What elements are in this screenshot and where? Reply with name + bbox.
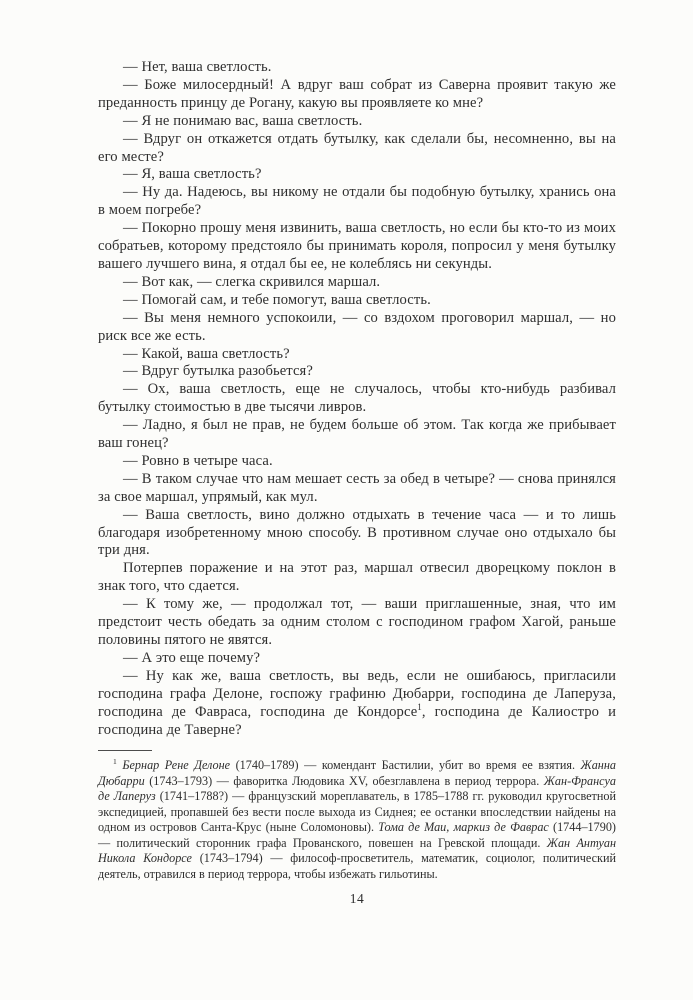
text-segment: — Нет, ваша светлость. [123,59,272,75]
italic-text: Жан-Франсуа де Лаперуз [98,773,616,804]
italic-text: Жан Антуан Никола Кондорсе [98,835,616,866]
text-segment: — Ну как же, ваша светлость, вы ведь, если не ошибаюсь, пригласили господина графа Делоне, госпожу графиню Дюбарри, господина де Лаперуза, господина де Фавраса, господина де Кондорсе [98,667,616,720]
text-paragraph [98,596,616,650]
italic-text: Бернар Рене Делоне [122,758,231,773]
footnote-text [98,758,616,882]
text-paragraph [98,417,616,453]
text-segment: — Помогай сам, и тебе помогут, ваша светлость. [123,291,431,308]
text-paragraph [98,363,616,381]
text-paragraph [98,220,616,274]
text-segment: — Я не понимаю вас, ваша светлость. [123,112,363,129]
text-segment: — Вот как, — слегка скривился маршал. [123,273,381,290]
italic-text: Тома де Маи, маркиз де Фаврас [378,820,549,835]
text-paragraph [98,381,616,417]
footnote-separator [98,750,152,751]
text-segment: — К тому же, — продолжал тот, — ваши приглашенные, зная, что им предстоит честь обедать за одним столом с господином графом Хагой, раньше половины пятого не явятся. [98,596,616,648]
text-paragraph [98,453,616,471]
text-paragraph [98,650,616,668]
text-segment: — Боже милосердный! А вдруг ваш собрат из Саверна проявит такую же преданность принцу де Рогану, какую вы проявляете ко мне? [98,76,616,111]
text-paragraph [98,471,616,507]
text-segment: — Ваша светлость, вино должно отдыхать в течение часа — и то лишь благодаря изобретенному мною способу. В противном случае оно отдыхало бы три дня. [98,506,616,559]
text-paragraph [98,346,616,364]
text-segment: — Вдруг он откажется отдать бутылку, как сделали бы, несомненно, вы на его месте? [98,130,616,165]
text-segment: — В таком случае что нам мешает сесть за обед в четыре? — снова принялся за свое маршал, упрямый, как мул. [98,470,616,505]
text-paragraph [98,184,616,220]
footnote-ref: 1 [417,701,422,712]
text-segment: — Какой, ваша светлость? [123,345,290,362]
text-paragraph [98,113,616,131]
text-segment: — Вы меня немного успокоили, — со вздохом проговорил маршал, — но риск все же есть. [98,309,616,344]
text-paragraph [98,292,616,310]
footnote [98,750,616,882]
body-text [98,59,616,739]
text-segment: — Вдруг бутылка разобьется? [123,363,313,380]
text-segment: (1743–1794) — философ-просветитель, математик, социолог, политический деятель, отравился в период террора, чтобы избежать гильотины. [98,851,616,881]
text-segment: (1744–1790) — политический сторонник графа Прованского, повешен на Гревской площади. [98,820,616,850]
text-paragraph [98,166,616,184]
text-paragraph [98,668,616,740]
footnote-ref: 1 [113,757,117,767]
text-segment: — Ох, ваша светлость, еще не случалось, чтобы кто-нибудь разбивал бутылку стоимостью в две тысячи ливров. [98,381,616,416]
text-segment: (1740–1789) — комендант Бастилии, убит во время ее взятия. [230,758,581,773]
text-paragraph [98,560,616,596]
text-paragraph [98,131,616,167]
text-segment: Потерпев поражение и на этот раз, маршал отвесил дворецкому поклон в знак того, что сдается. [98,560,616,595]
text-paragraph [98,59,616,77]
text-segment: — Ну да. Надеюсь, вы никому не отдали бы подобную бутылку, хранись она в моем погребе? [98,184,616,219]
text-segment: (1741–1788?) — французский мореплаватель, в 1785–1788 гг. руководил кругосветной экспедицией, пропавшей без вести после выхода из Сиднея; ее останки впоследствии найдены на одном из островов Санта-Крус (ныне Соломоновы). [98,789,616,835]
text-paragraph [98,507,616,561]
text-paragraph [98,77,616,113]
italic-text: Жанна Дюбарри [98,758,616,788]
text-segment: — Ровно в четыре часа. [123,452,273,469]
text-paragraph [98,310,616,346]
text-segment: , господина де Калиостро и господина де Таверне? [98,703,616,738]
text-segment: — Покорно прошу меня извинить, ваша светлость, но если бы кто-то из моих собратьев, которому предстояло бы принимать короля, попросил у меня бутылку вашего лучшего вина, я отдал бы ее, не колеблясь ни секунды. [98,220,616,272]
text-segment: — А это еще почему? [123,649,261,666]
page-number: 14 [349,891,365,907]
text-paragraph [98,274,616,292]
text-segment: (1743–1793) — фаворитка Людовика XV, обезглавлена в период террора. [144,773,544,788]
text-segment: — Я, ваша светлость? [123,166,262,183]
text-segment: — Ладно, я был не прав, не будем больше об этом. Так когда же прибывает ваш гонец? [98,417,616,452]
